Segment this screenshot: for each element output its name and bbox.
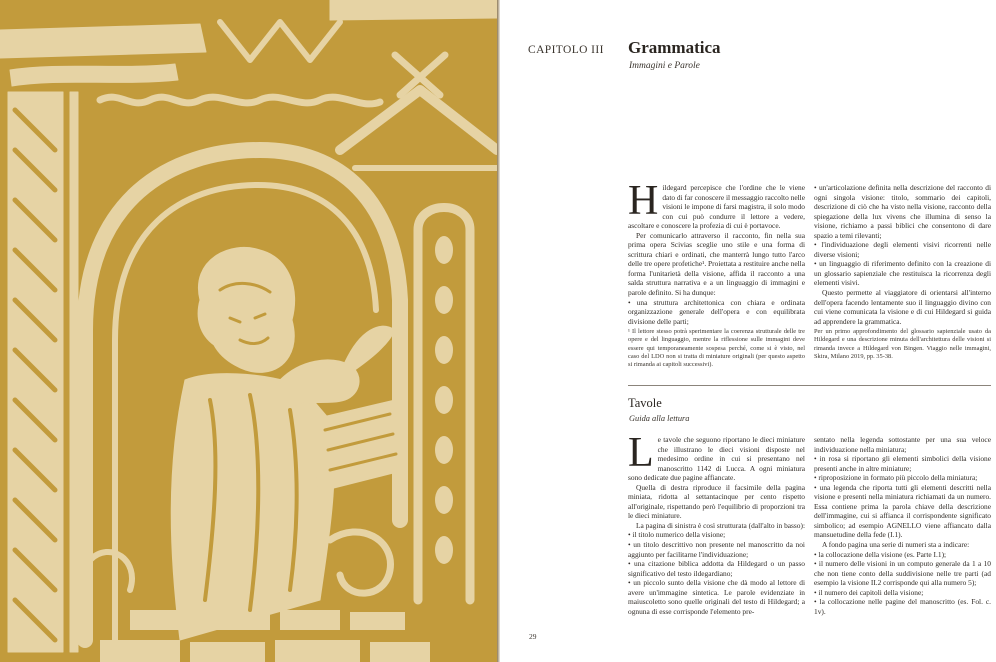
section2-column-left bbox=[628, 430, 806, 616]
paragraph: Questo permette al viaggiatore di orientarsi all'interno dell'opera facendo lentamente suo il linguaggio divino con cui viene comunicata la visione e di cui Hildegard si guida ad apprendere la grammatica. bbox=[814, 288, 991, 326]
section1-column-right bbox=[814, 183, 991, 326]
list-item: • l'individuazione degli elementi visivi ricorrenti nelle diverse visioni; bbox=[814, 240, 991, 259]
list-item: • una struttura architettonica con chiara e ordinata organizzazione generale dell'opera e con equilibrata divisione delle parti; bbox=[628, 297, 805, 326]
list-item: • un titolo descrittivo non presente nel manoscritto da noi aggiunto per facilitarne l'individuazione; bbox=[628, 540, 805, 559]
list-item: • riproposizione in formato più piccolo della miniatura; bbox=[814, 473, 978, 483]
list-item: • il titolo numerico della visione; bbox=[628, 530, 726, 540]
list-item: • il numero dei capitoli della visione; bbox=[814, 587, 924, 597]
list-item: • una citazione biblica addotta da Hildegard o un passo significativo del testo ildegardiano; bbox=[628, 559, 805, 578]
paragraph: sentato nella legenda sottostante per una sua veloce individuazione nella miniatura; bbox=[814, 435, 991, 454]
list-item: • la collocazione della visione (es. Parte I.1); bbox=[814, 549, 947, 559]
section-subtitle: Guida alla lettura bbox=[629, 414, 690, 423]
list-item: • un piccolo sunto della visione che dà modo al lettore di avere un'immagine sintetica. Le parole evidenziate in maiuscoletto sono quelle originali del testo di Hildegard; a ognuna di esse corrisponde l'elemento pre- bbox=[628, 578, 805, 616]
list-item: • il numero delle visioni in un computo generale da 1 a 10 che non tiene conto della suddivisione nelle tre parti (ad esempio la visione II.2 corrisponde qui alla numero 5); bbox=[814, 559, 991, 588]
section-divider bbox=[628, 385, 991, 386]
paragraph: Quella di destra riproduce il facsimile della pagina miniata, ridotta al settantacinque per cento rispetto all'originale, rispettando però l'equilibrio di proporzioni tra le dieci miniature. bbox=[628, 482, 805, 521]
list-item: • una legenda che riporta tutti gli elementi descritti nella visione e presenti nella miniatura richiamati da un numero. Essa contiene prima la parola chiave della descrizione dell'immagine, cui si affianca il corrispondente significato simbolico; ad esempio AGNELLO viene affiancato dalla mansuetudine della fede (I.1). bbox=[814, 482, 991, 540]
list-item: • un'articolazione definita nella descrizione del racconto di ogni singola visione: titolo, sommario dei capitoli, descrizione di ciò che ha visto nella visione, racconto della spiegazione della lux vivens che illumina di senso la visione, richiamo a passi biblici che consentono di dare spazio a temi rilevanti; bbox=[814, 183, 991, 240]
section2-column-right bbox=[814, 435, 991, 616]
manuscript-woodcut-illustration bbox=[0, 0, 497, 662]
section1-column-left bbox=[628, 178, 805, 326]
chapter-label: CAPITOLO III bbox=[528, 44, 604, 56]
list-item: • la collocazione nelle pagine del manoscritto (es. Fol. c. 1v). bbox=[814, 597, 991, 616]
chapter-subtitle: Immagini e Parole bbox=[629, 61, 700, 71]
paragraph: Per comunicarlo attraverso il racconto, fin nella sua prima opera Scivias sceglie uno stile e una forma di scrittura chiari e ordinati, che manterrà lungo tutto l'arco delle tre opere profetiche¹. Proiettata a restituire anche nella forma l'unitarietà della visione, affida il racconto a una salda struttura narrativa e a un linguaggio di immagini e parole definito. Si ha dunque: bbox=[628, 230, 805, 298]
paragraph: Hildegard percepisce che l'ordine che le viene dato di far conoscere il messaggio raccolto nelle visioni le impone di farsi magistra, il solo modo con cui può condurre il lettore a vedere, ascoltare e conoscere la profezia di cui è portavoce. bbox=[628, 178, 805, 231]
paragraph: La pagina di sinistra è così strutturata (dall'alto in basso): bbox=[636, 520, 806, 530]
footnote-right: Per un primo approfondimento del glossario sapienziale usato da Hildegard e una descrizione minuta dell'architettura delle visioni si rimanda invece a Hildegard von Bingen. Viaggio nelle immagini, Skira, Milano 2019, pp. 35-38. bbox=[814, 328, 991, 360]
list-item: • in rosa si riportano gli elementi simbolici della visione presenti anche in altre miniature; bbox=[814, 454, 991, 473]
chapter-title: Grammatica bbox=[628, 38, 721, 57]
section-title: Tavole bbox=[628, 396, 662, 410]
paragraph: Le tavole che seguono riportano le dieci miniature che illustrano le dieci visioni disposte nel medesimo ordine in cui si presentano nel manoscritto 1142 di Lucca. A ogni miniatura sono dedicate due pagine affiancate. bbox=[628, 430, 805, 483]
dropcap: H bbox=[628, 178, 659, 224]
footnote-left: ¹ Il lettore stesso potrà sperimentare la coerenza strutturale delle tre opere e del linguaggio, mentre la riflessione sulle immagini deve essere qui temporaneamente sospesa perché, come si è visto, nel caso del LDO non si tratta di miniature originali (per questo aspetto si rimanda ai capitoli successivi). bbox=[628, 328, 805, 369]
text-page bbox=[500, 0, 996, 662]
dropcap: L bbox=[628, 430, 654, 476]
list-item: • un linguaggio di riferimento definito con la creazione di un glossario sapienziale che restituisca la ricorrenza degli elementi visivi. bbox=[814, 259, 991, 288]
page-number: 29 bbox=[529, 632, 537, 641]
illustration-page bbox=[0, 0, 497, 662]
paragraph: A fondo pagina una serie di numeri sta a indicare: bbox=[822, 540, 970, 550]
